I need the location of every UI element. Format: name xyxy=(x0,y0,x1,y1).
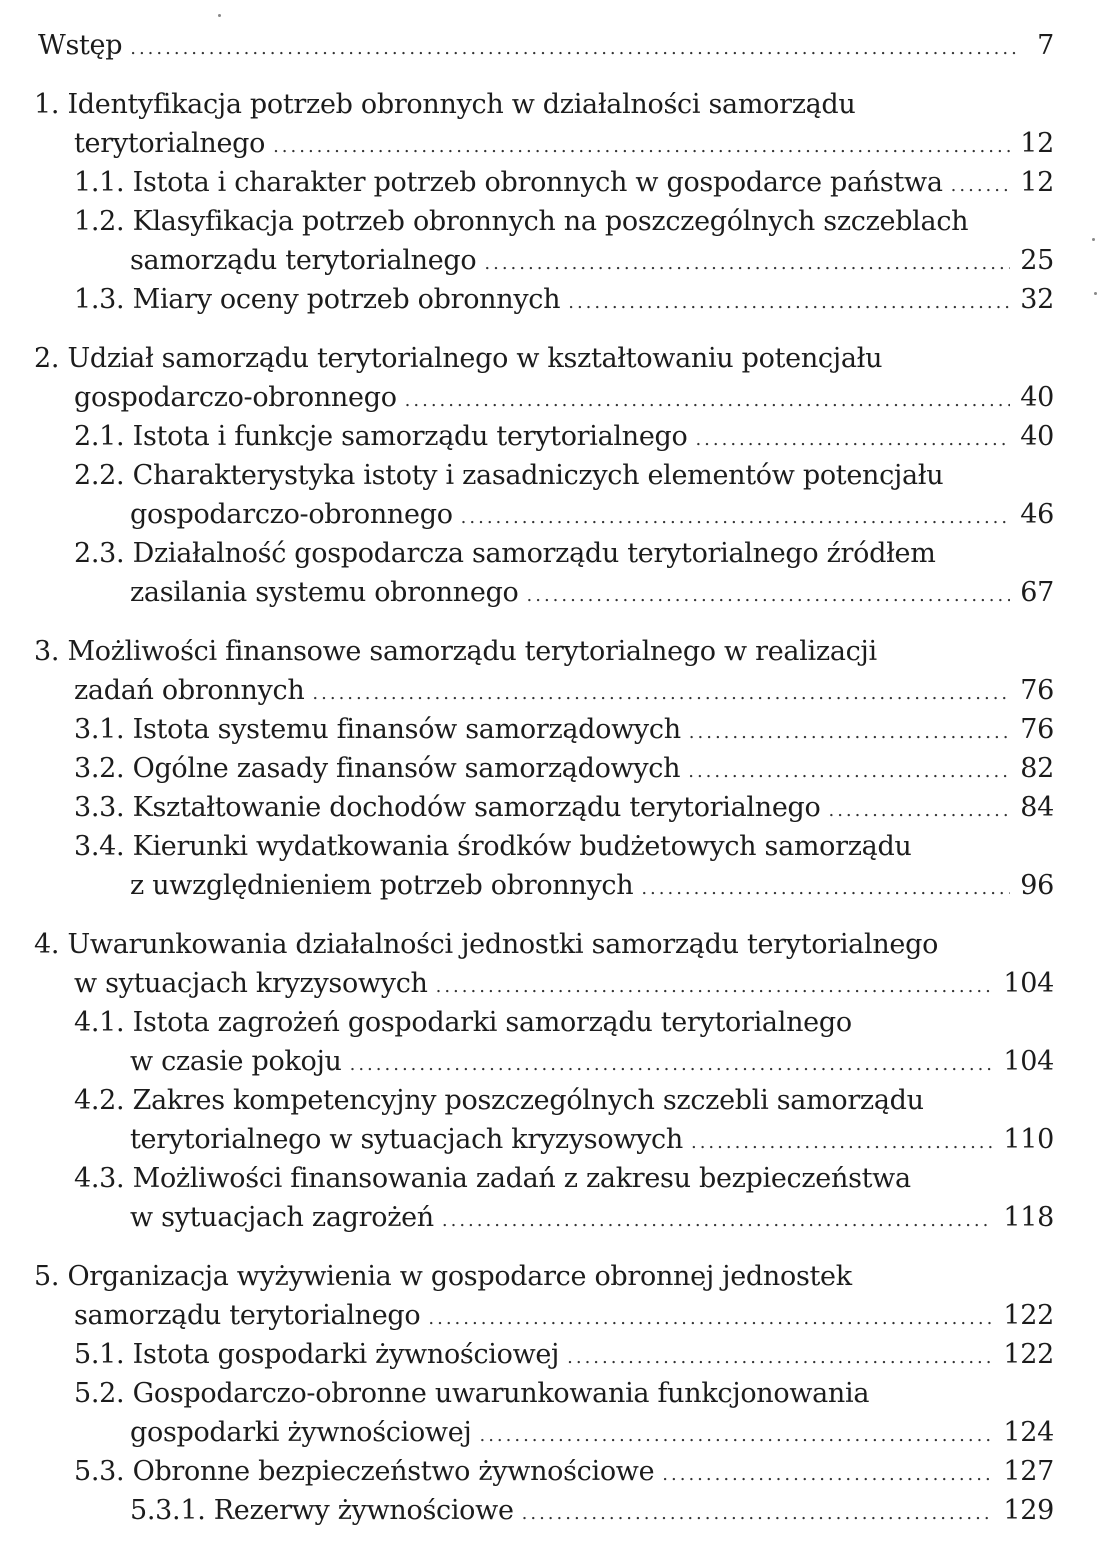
section-title-line xyxy=(34,573,1054,612)
toc-entry-page: 32 xyxy=(1020,284,1054,315)
toc-entry-title: 3. Możliwości finansowe samorządu terytorialnego w realizacji xyxy=(34,636,877,667)
toc-entry-title: zadań obronnych xyxy=(74,675,305,706)
toc-entry-title: 4.1. Istota zagrożeń gospodarki samorządu terytorialnego xyxy=(74,1007,852,1038)
toc-entry-title: 4. Uwarunkowania działalności jednostki samorządu terytorialnego xyxy=(34,929,939,960)
toc-entry-title: 3.2. Ogólne zasady finansów samorządowych xyxy=(74,753,681,784)
dot-leader xyxy=(568,283,1010,322)
dot-leader xyxy=(689,713,1010,752)
section-title-line xyxy=(34,417,1054,456)
dot-leader xyxy=(273,127,1010,166)
section-title-line xyxy=(34,827,1054,866)
section-title-line xyxy=(34,241,1054,280)
table-of-contents xyxy=(34,26,1054,1530)
dot-leader xyxy=(695,420,1010,459)
section-title-line xyxy=(34,280,1054,319)
section-title-line xyxy=(34,749,1054,788)
dot-leader xyxy=(461,498,1011,537)
toc-entry-title: 3.3. Kształtowanie dochodów samorządu terytorialnego xyxy=(74,792,821,823)
toc-entry-page: 104 xyxy=(1003,1046,1054,1077)
toc-entry-title: 1. Identyfikacja potrzeb obronnych w działalności samorządu xyxy=(34,89,856,120)
section-title-line xyxy=(34,1159,1054,1198)
scan-speck xyxy=(1092,238,1095,241)
toc-entry-title: 4.2. Zakres kompetencyjny poszczególnych szczebli samorządu xyxy=(74,1085,924,1116)
toc-entry-page: 46 xyxy=(1020,499,1054,530)
dot-leader xyxy=(479,1416,993,1455)
dot-leader xyxy=(641,869,1010,908)
toc-entry-page: 82 xyxy=(1020,753,1054,784)
chapter-title-line xyxy=(34,339,1054,378)
dot-leader xyxy=(350,1045,994,1084)
chapter-spacer xyxy=(34,319,1054,339)
chapter-title-line xyxy=(34,124,1054,163)
section-title-line xyxy=(34,1042,1054,1081)
dot-leader xyxy=(567,1338,993,1377)
chapter-title-line xyxy=(34,85,1054,124)
section-title-line xyxy=(34,534,1054,573)
section-title-line xyxy=(34,1413,1054,1452)
toc-entry-title: gospodarczo-obronnego xyxy=(74,382,397,413)
toc-entry-title: 1.2. Klasyfikacja potrzeb obronnych na poszczególnych szczeblach xyxy=(74,206,969,237)
section-title-line xyxy=(34,1374,1054,1413)
section-title-line xyxy=(34,1452,1054,1491)
toc-entry-page: 124 xyxy=(1003,1417,1054,1448)
dot-leader xyxy=(522,1494,994,1533)
toc-entry-page: 12 xyxy=(1020,128,1054,159)
section-title-line xyxy=(34,1081,1054,1120)
toc-entry-title: 5. Organizacja wyżywienia w gospodarce obronnej jednostek xyxy=(34,1261,852,1292)
toc-entry-title: 2.1. Istota i funkcje samorządu terytorialnego xyxy=(74,421,688,452)
toc-entry-page: 7 xyxy=(1037,30,1054,61)
toc-entry-title: 3.4. Kierunki wydatkowania środków budżetowych samorządu xyxy=(74,831,912,862)
dot-leader xyxy=(951,166,1011,205)
dot-leader xyxy=(428,1299,993,1338)
section-title-line xyxy=(34,1335,1054,1374)
toc-entry-page: 104 xyxy=(1003,968,1054,999)
toc-entry-intro xyxy=(34,26,1054,65)
toc-entry-title: 3.1. Istota systemu finansów samorządowych xyxy=(74,714,681,745)
dot-leader xyxy=(442,1201,993,1240)
toc-entry-title: zasilania systemu obronnego xyxy=(130,577,519,608)
toc-entry-page: 127 xyxy=(1003,1456,1054,1487)
toc-entry-title: 4.3. Możliwości finansowania zadań z zakresu bezpieczeństwa xyxy=(74,1163,911,1194)
toc-entry-title: gospodarki żywnościowej xyxy=(130,1417,472,1448)
toc-entry-page: 110 xyxy=(1003,1124,1054,1155)
section-title-line xyxy=(34,866,1054,905)
toc-entry-title: 2.3. Działalność gospodarcza samorządu terytorialnego źródłem xyxy=(74,538,936,569)
toc-entry-title: 1.1. Istota i charakter potrzeb obronnych w gospodarce państwa xyxy=(74,167,943,198)
dot-leader xyxy=(828,791,1010,830)
section-title-line xyxy=(34,1198,1054,1237)
dot-leader xyxy=(662,1455,993,1494)
toc-entry-title: terytorialnego xyxy=(74,128,266,159)
dot-leader xyxy=(130,29,1020,68)
section-title-line xyxy=(34,495,1054,534)
section-title-line xyxy=(34,1120,1054,1159)
dot-leader xyxy=(688,752,1010,791)
chapter-title-line xyxy=(34,1257,1054,1296)
toc-entry-page: 40 xyxy=(1020,382,1054,413)
dot-leader xyxy=(691,1123,993,1162)
chapter-title-line xyxy=(34,378,1054,417)
toc-entry-title: terytorialnego w sytuacjach kryzysowych xyxy=(130,1124,683,1155)
dot-leader xyxy=(527,576,1011,615)
chapter-spacer xyxy=(34,65,1054,85)
toc-entry-title: 5.1. Istota gospodarki żywnościowej xyxy=(74,1339,560,1370)
chapter-title-line xyxy=(34,671,1054,710)
section-title-line xyxy=(34,202,1054,241)
toc-entry-title: gospodarczo-obronnego xyxy=(130,499,453,530)
scan-speck xyxy=(1094,292,1097,295)
toc-entry-title: w sytuacjach zagrożeń xyxy=(130,1202,434,1233)
toc-entry-page: 40 xyxy=(1020,421,1054,452)
scan-speck xyxy=(218,14,221,17)
chapter-spacer xyxy=(34,1237,1054,1257)
chapter-spacer xyxy=(34,612,1054,632)
toc-entry-title: Wstęp xyxy=(38,30,123,61)
chapter-title-line xyxy=(34,632,1054,671)
toc-entry-title: samorządu terytorialnego xyxy=(130,245,477,276)
toc-entry-page: 84 xyxy=(1020,792,1054,823)
toc-entry-page: 76 xyxy=(1020,714,1054,745)
dot-leader xyxy=(405,381,1011,420)
toc-entry-title: samorządu terytorialnego xyxy=(74,1300,421,1331)
section-title-line xyxy=(34,710,1054,749)
toc-entry-page: 129 xyxy=(1003,1495,1054,1526)
toc-entry-title: 2.2. Charakterystyka istoty i zasadniczych elementów potencjału xyxy=(74,460,944,491)
toc-entry-title: 1.3. Miary oceny potrzeb obronnych xyxy=(74,284,561,315)
toc-entry-page: 67 xyxy=(1020,577,1054,608)
toc-entry-title: z uwzględnieniem potrzeb obronnych xyxy=(130,870,634,901)
subsection-title-line xyxy=(34,1491,1054,1530)
toc-entry-page: 118 xyxy=(1003,1202,1054,1233)
toc-entry-page: 122 xyxy=(1003,1339,1054,1370)
dot-leader xyxy=(484,244,1010,283)
chapter-title-line xyxy=(34,964,1054,1003)
toc-entry-page: 76 xyxy=(1020,675,1054,706)
toc-entry-page: 25 xyxy=(1020,245,1054,276)
dot-leader xyxy=(436,967,994,1006)
toc-entry-title: w czasie pokoju xyxy=(130,1046,342,1077)
section-title-line xyxy=(34,1003,1054,1042)
chapter-title-line xyxy=(34,925,1054,964)
toc-entry-title: w sytuacjach kryzysowych xyxy=(74,968,428,999)
toc-entry-title: 5.3.1. Rezerwy żywnościowe xyxy=(130,1495,514,1526)
section-title-line xyxy=(34,456,1054,495)
toc-entry-page: 122 xyxy=(1003,1300,1054,1331)
toc-entry-page: 96 xyxy=(1020,870,1054,901)
toc-entry-page: 12 xyxy=(1020,167,1054,198)
dot-leader xyxy=(312,674,1010,713)
toc-entry-title: 5.3. Obronne bezpieczeństwo żywnościowe xyxy=(74,1456,655,1487)
chapter-spacer xyxy=(34,905,1054,925)
section-title-line xyxy=(34,163,1054,202)
chapter-title-line xyxy=(34,1296,1054,1335)
toc-entry-title: 2. Udział samorządu terytorialnego w kształtowaniu potencjału xyxy=(34,343,883,374)
section-title-line xyxy=(34,788,1054,827)
toc-entry-title: 5.2. Gospodarczo-obronne uwarunkowania funkcjonowania xyxy=(74,1378,870,1409)
